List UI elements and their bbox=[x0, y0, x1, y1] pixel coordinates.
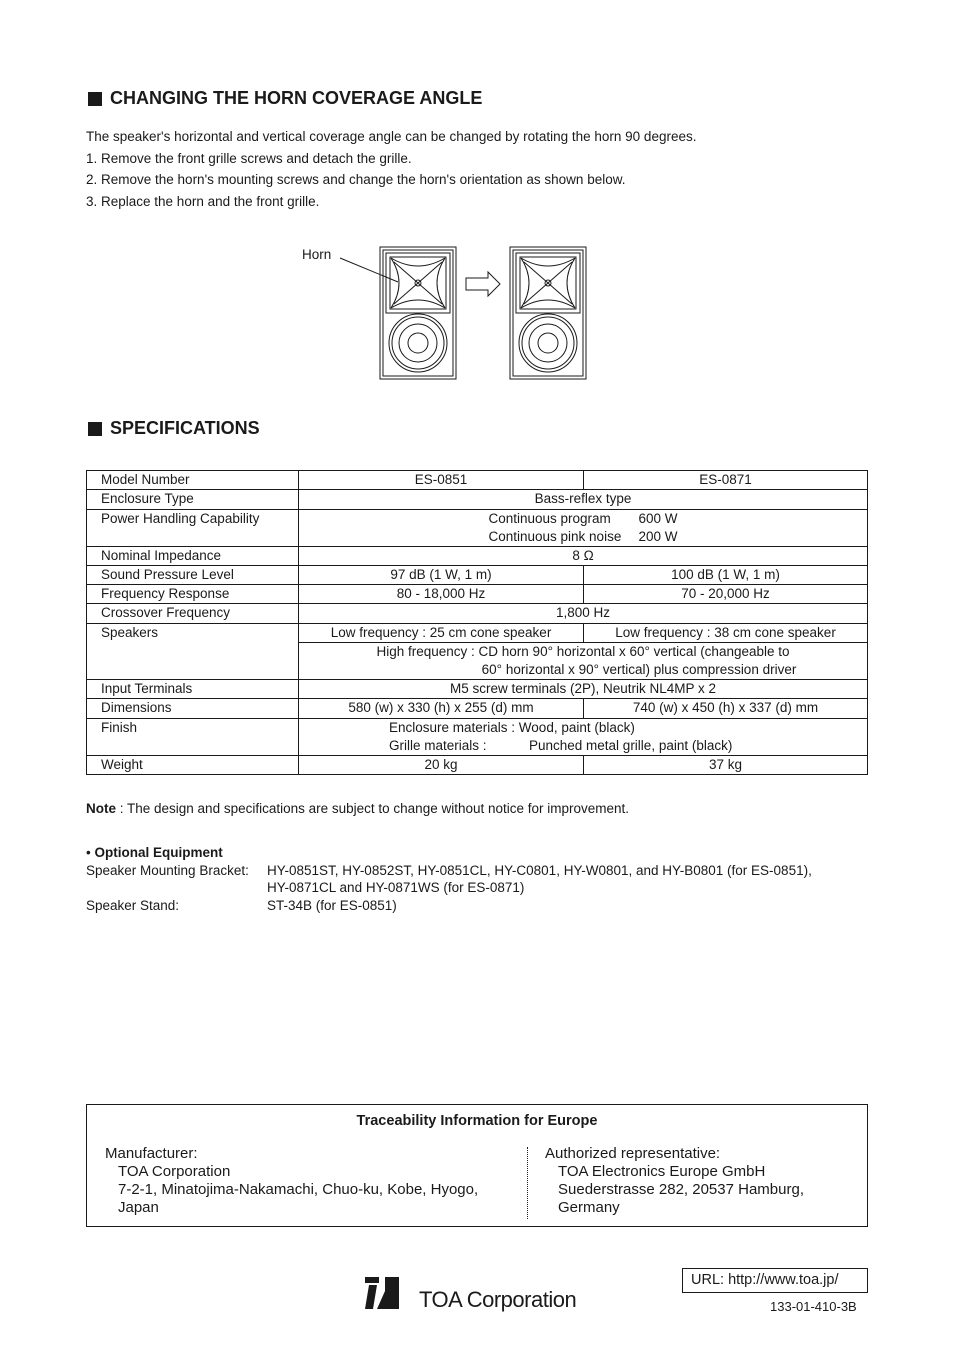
power-continuous-label: Continuous program bbox=[488, 510, 611, 526]
power-pink-label: Continuous pink noise bbox=[488, 528, 622, 544]
url-link[interactable]: URL: http://www.toa.jp/ bbox=[682, 1268, 868, 1293]
spec-value: ES-0851 bbox=[299, 471, 584, 490]
stand-value: ST-34B (for ES-0851) bbox=[267, 897, 397, 913]
horn-step-1: 1. Remove the front grille screws and detach the grille. bbox=[86, 150, 412, 166]
spec-label: Finish bbox=[87, 718, 299, 755]
spec-label: Crossover Frequency bbox=[87, 604, 299, 623]
square-bullet-icon bbox=[88, 92, 102, 106]
spec-section-title-text: SPECIFICATIONS bbox=[110, 418, 260, 438]
power-pink-value: 200 W bbox=[638, 528, 678, 544]
table-row bbox=[87, 680, 868, 699]
spec-section-title bbox=[88, 418, 260, 439]
spec-value: 37 kg bbox=[584, 755, 868, 774]
spec-value bbox=[299, 643, 868, 680]
speakers-high-line-2: 60° horizontal x 90° vertical) plus compression driver bbox=[481, 662, 797, 678]
table-row bbox=[87, 471, 868, 490]
spec-value: Low frequency : 38 cm cone speaker bbox=[584, 623, 868, 642]
spec-value: 97 dB (1 W, 1 m) bbox=[299, 565, 584, 584]
manufacturer-line: TOA Corporation bbox=[118, 1163, 231, 1180]
spec-value: ES-0871 bbox=[584, 471, 868, 490]
horn-step-2: 2. Remove the horn's mounting screws and change the horn's orientation as shown below. bbox=[86, 172, 626, 187]
finish-enclosure: Enclosure materials : Wood, paint (black) bbox=[389, 719, 635, 735]
bracket-label: Speaker Mounting Bracket: bbox=[86, 862, 249, 878]
spec-value: Low frequency : 25 cm cone speaker bbox=[299, 623, 584, 642]
note-text: : The design and specifications are subject to change without notice for improvement. bbox=[116, 801, 630, 816]
table-row bbox=[87, 604, 868, 623]
spec-label: Speakers bbox=[87, 623, 299, 679]
manufacturer-block bbox=[105, 1145, 478, 1217]
representative-line: Germany bbox=[558, 1199, 620, 1216]
table-row bbox=[87, 509, 868, 546]
horn-rotation-diagram bbox=[330, 240, 600, 385]
table-row bbox=[87, 699, 868, 718]
note-label: Note bbox=[86, 801, 116, 816]
speakers-high-line-1: High frequency : CD horn 90° horizontal x 60° vertical (changeable to bbox=[376, 644, 790, 660]
table-row bbox=[87, 546, 868, 565]
manufacturer-line: 7-2-1, Minatojima-Nakamachi, Chuo-ku, Kobe, Hyogo, bbox=[118, 1181, 479, 1198]
spec-label: Model Number bbox=[87, 471, 299, 490]
square-bullet-icon bbox=[88, 422, 102, 436]
traceability-title: Traceability Information for Europe bbox=[356, 1113, 598, 1129]
spec-label: Power Handling Capability bbox=[87, 509, 299, 546]
spec-label: Nominal Impedance bbox=[87, 546, 299, 565]
horn-step-3: 3. Replace the horn and the front grille. bbox=[86, 193, 320, 209]
manufacturer-line: Japan bbox=[118, 1199, 159, 1216]
finish-grille-label: Grille materials : bbox=[389, 737, 487, 753]
horn-section-title-text: CHANGING THE HORN COVERAGE ANGLE bbox=[110, 88, 483, 108]
spec-value: 20 kg bbox=[299, 755, 584, 774]
finish-grille-value: Punched metal grille, paint (black) bbox=[529, 737, 733, 753]
spec-label: Sound Pressure Level bbox=[87, 565, 299, 584]
table-row bbox=[87, 490, 868, 509]
company-logo-text: TOA Corporation bbox=[419, 1287, 577, 1312]
table-row bbox=[87, 623, 868, 642]
note bbox=[86, 801, 629, 816]
representative-block bbox=[545, 1145, 804, 1217]
spec-value: Bass-reflex type bbox=[299, 490, 868, 509]
table-row bbox=[87, 585, 868, 604]
specifications-table bbox=[86, 470, 868, 775]
spec-value: 100 dB (1 W, 1 m) bbox=[584, 565, 868, 584]
manufacturer-label: Manufacturer: bbox=[105, 1145, 198, 1162]
spec-label: Input Terminals bbox=[87, 680, 299, 699]
toa-logo-icon bbox=[365, 1277, 401, 1311]
spec-value bbox=[299, 509, 868, 546]
representative-line: Suederstrasse 282, 20537 Hamburg, bbox=[558, 1181, 804, 1198]
spec-label: Weight bbox=[87, 755, 299, 774]
spec-value: 1,800 Hz bbox=[299, 604, 868, 623]
horn-intro: The speaker's horizontal and vertical coverage angle can be changed by rotating the horn 90 degrees. bbox=[86, 129, 697, 144]
stand-label: Speaker Stand: bbox=[86, 897, 180, 913]
representative-line: TOA Electronics Europe GmbH bbox=[558, 1163, 766, 1180]
table-row bbox=[87, 718, 868, 755]
spec-value: 580 (w) x 330 (h) x 255 (d) mm bbox=[299, 699, 584, 718]
spec-value: M5 screw terminals (2P), Neutrik NL4MP x 2 bbox=[299, 680, 868, 699]
bracket-line-2: HY-0871CL and HY-0871WS (for ES-0871) bbox=[267, 880, 525, 895]
optional-equipment bbox=[86, 844, 812, 914]
horn-instructions bbox=[86, 126, 696, 212]
horn-section-title bbox=[88, 88, 482, 109]
representative-label: Authorized representative: bbox=[545, 1145, 721, 1162]
spec-value: 80 - 18,000 Hz bbox=[299, 585, 584, 604]
table-row bbox=[87, 565, 868, 584]
bullet-icon: • bbox=[86, 845, 91, 860]
spec-label: Frequency Response bbox=[87, 585, 299, 604]
table-row bbox=[87, 755, 868, 774]
bracket-line-1: HY-0851ST, HY-0852ST, HY-0851CL, HY-C0801, HY-W0801, and HY-B0801 (for ES-0851), bbox=[267, 862, 812, 878]
spec-value: 70 - 20,000 Hz bbox=[584, 585, 868, 604]
divider bbox=[527, 1147, 528, 1219]
document-number: 133-01-410-3B bbox=[770, 1299, 857, 1314]
traceability-box bbox=[86, 1104, 868, 1227]
horn-label: Horn bbox=[302, 247, 332, 262]
optional-title: Optional Equipment bbox=[94, 845, 223, 860]
spec-label: Enclosure Type bbox=[87, 490, 299, 509]
spec-value bbox=[299, 718, 868, 755]
spec-value: 740 (w) x 450 (h) x 337 (d) mm bbox=[584, 699, 868, 718]
spec-label: Dimensions bbox=[87, 699, 299, 718]
power-continuous-value: 600 W bbox=[638, 510, 678, 526]
spec-value: 8 Ω bbox=[299, 546, 868, 565]
